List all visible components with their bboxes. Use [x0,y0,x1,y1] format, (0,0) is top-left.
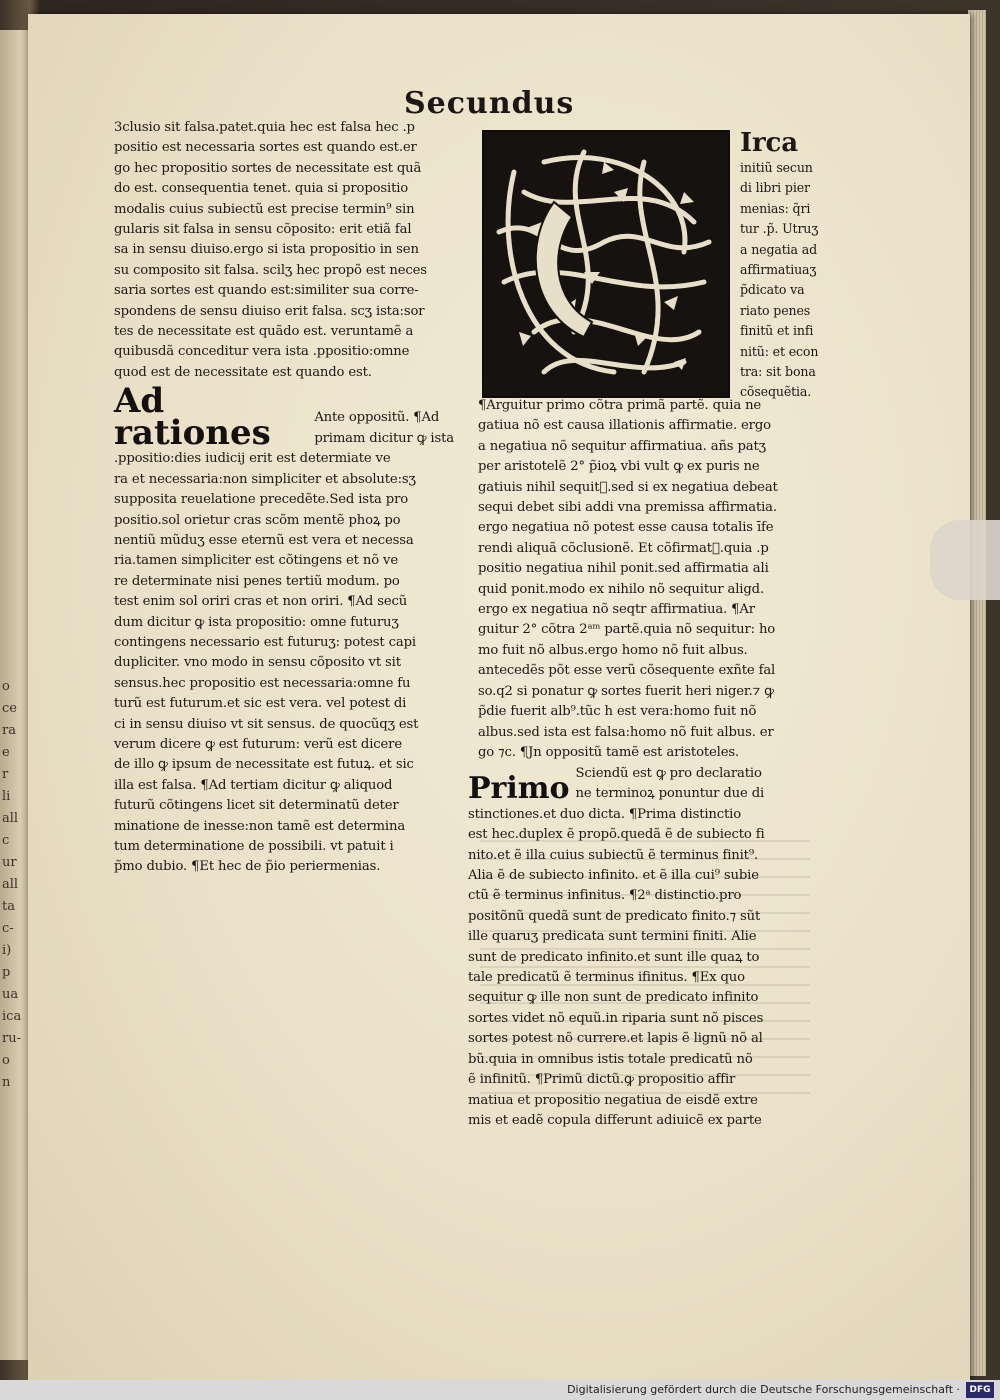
edge-text-fragment: c- [2,921,14,936]
text-line: a negatia ad [740,241,818,257]
text-line: gatiuis nihil sequit᷑.sed si ex negatiua debeat [478,479,778,495]
text-line: re determinate nisi penes tertiũ modum. po [114,573,400,589]
edge-text-fragment: i) [2,943,12,958]
text-line: spondens de sensu diuiso erit falsa. scʒ ista:sor [114,303,425,319]
text-line: quod est de necessitate est quando est. [114,364,372,380]
text-line: gatiua nõ est causa illationis affirmatie. ergo [478,418,771,434]
text-line: de illo ꝙ ipsum de necessitate est futuꝝ. et sic [114,757,414,773]
text-line: sortes videt nõ equũ.in riparia sunt nõ pisces [468,1010,764,1026]
text-line: gularis sit falsa in sensu cõposito: erit etiã fal [114,222,412,238]
text-line: ergo ex negatiua nõ seqtr affirmatiua. ¶Ar [478,602,755,618]
left-column-text-2 [114,449,454,878]
text-line: contingens necessario est futuruʒ: potest capi [114,634,416,650]
text-line: tum determinatione de possibili. vt patuit i [114,839,394,854]
ad-rationes-big: Ad rationes [114,381,271,454]
text-line: turũ est futurum.et sic est vera. vel potest di [114,696,407,712]
text-line: menias: q̃ri [740,200,811,216]
text-line: 3clusio sit falsa.patet.quia hec est falsa hec .p [114,120,415,135]
text-line: bũ.quia in omnibus istis totale predicatũ nõ [468,1051,753,1067]
text-line: minatione de inesse:non tamẽ est determina [114,818,406,834]
edge-text-fragment: ua [2,987,19,1002]
text-line: p̃dicato va [740,282,805,298]
text-line: finitũ et infi [740,323,814,339]
text-line: ẽ infinitũ. ¶Primũ dictũ.ꝙ propositio affir [468,1072,736,1088]
text-line: quibusdã conceditur vera ista .ppositio:omne [114,344,410,360]
text-line: di libri pier [740,180,810,196]
text-line: futurũ cõtingens licet sit determinatũ deter [114,798,399,814]
text-line: go hec propositio sortes de necessitate est quã [114,160,422,176]
edge-text-fragment: ra [2,723,16,738]
ad-rationes-side-line: Ante oppositũ. ¶Ad [314,410,440,426]
text-line: riato penes [740,302,811,318]
text-line: test enim sol oriri cras et non oriri. ¶Ad secũ [114,594,408,610]
text-line: nentiũ mũduʒ esse eternũ est vera et necessa [114,532,414,548]
dfg-logo: DFG [966,1382,994,1398]
text-line: sensus.hec propositio est necessaria:omne fu [114,675,411,691]
primo-heading [468,764,820,805]
text-line: dupliciter. vno modo in sensu cõposito vt sit [114,655,401,671]
edge-text-fragment: o [2,1053,10,1068]
text-line: nitũ: et econ [740,343,819,359]
text-line: do est. consequentia tenet. quia si propositio [114,181,409,197]
text-line: positio.sol orietur cras scõm mentẽ phoꝝ po [114,512,401,528]
ad-rationes-side [314,408,454,449]
text-line: tes de necessitate est quãdo est. veruntamẽ a [114,324,414,340]
text-line: ctũ ẽ terminus infinitus. ¶2ᵃ distinctio.pro [468,888,742,904]
edge-text-fragment: r [2,767,9,782]
primo-side-line: ne terminoꝝ ponuntur due di [575,786,765,802]
text-line: sequi debet sibi addi vna premissa affirmatia. [478,500,777,516]
edge-text-fragment: ta [2,899,15,914]
text-line: mo fuit nõ albus.ergo homo nõ fuit albus. [478,642,748,658]
text-line: matiua et propositio negatiua de eisdẽ extre [468,1092,758,1108]
text-line: tale predicatũ ẽ terminus ifinitus. ¶Ex quo [468,970,745,986]
credit-text: Digitalisierung gefördert durch die Deutsche Forschungsgemeinschaft · [567,1383,960,1396]
text-line: antecedẽs põt esse verũ cõsequente exñte fal [478,663,776,679]
text-line: .ppositio:dies iudicij erit est determiate ve [114,451,391,467]
edge-text-fragment: ur [2,855,17,870]
text-line: sequitur ꝙ ille non sunt de predicato infinito [468,990,759,1006]
text-line: ra et necessaria:non simpliciter et absolute:sʒ [114,471,416,487]
text-line: affirmatiuaʒ [740,262,817,278]
text-line: saria sortes est quando est:similiter sua corre- [114,283,419,299]
text-line: cõsequẽtia. [740,384,812,400]
text-line: Alia ẽ de subiecto infinito. et ẽ illa cui⁹ subie [468,868,759,884]
text-line: modalis cuius subiectũ est precise termin⁹ sin [114,201,415,217]
text-line: sortes potest nõ currere.et lapis ẽ lignũ nõ al [468,1031,763,1047]
edge-text-fragment: ce [2,701,17,716]
text-line: ¶Arguitur primo cõtra primã partẽ. quia ne [478,398,762,413]
text-line: stinctiones.et duo dicta. ¶Prima distinctio [468,806,742,822]
ad-rationes-heading [114,381,454,454]
text-line: dum dicitur ꝙ ista propositio: omne futuruʒ [114,614,399,630]
text-line: albus.sed ista est falsa:homo nõ fuit albus. er [478,724,774,740]
text-line: ille quaruʒ predicata sunt termini finiti. Alie [468,929,757,945]
digitization-credit [0,1380,1000,1400]
edge-text-fragment: e [2,745,10,760]
text-line: positio est necessaria sortes est quando est.er [114,140,417,156]
text-line: tur .p̃. Utruʒ [740,221,819,237]
ad-rationes-side-line: primam dicitur ꝙ ista [314,430,454,446]
text-line: illa est falsa. ¶Ad tertiam dicitur ꝙ aliquod [114,777,393,793]
primo-big: Primo [468,770,570,806]
text-line: rendi aliquã cõclusionẽ. Et cõfirmat᷑.quia .p [478,540,769,556]
text-line: positõnũ quedã sunt de predicato finito.⁊ sũt [468,908,761,924]
left-column-text-1 [114,118,454,383]
text-line: mis et eadẽ copula differunt adiuicẽ ex parte [468,1112,762,1128]
text-line: tra: sit bona [740,364,816,380]
show-through [480,840,810,1100]
text-line: p̃mo dubio. ¶Et hec de p̃io periermenias. [114,859,381,875]
right-column-arguments [478,396,818,763]
text-line: quid ponit.modo ex nihilo nõ sequitur aligd. [478,581,765,597]
text-line: guitur 2° cõtra 2ᵃᵐ partẽ.quia nõ sequitur: ho [478,622,776,638]
text-line: positio negatiua nihil ponit.sed affirmatia ali [478,561,769,577]
text-line: Irca [740,128,798,158]
decorated-initial [482,130,730,398]
text-line: so.q2 si ponatur ꝙ sortes fuerit heri niger.⁊ ꝙ [478,683,774,699]
page-clip [930,520,1000,600]
left-column [114,118,454,878]
right-column-beside-initial [740,128,828,403]
edge-text-fragment: all [2,877,19,892]
edge-text-fragment: li [2,789,11,804]
edge-text-fragment: c [2,833,10,848]
primo-side-line: Sciendũ est ꝙ pro declaratio [575,766,762,781]
text-line: sa in sensu diuiso.ergo si ista propositio in sen [114,242,419,258]
primo-side [576,764,765,805]
text-line: ergo negatiua nõ potest esse causa totalis īfe [478,520,774,536]
edge-text-fragment: p [2,965,11,980]
edge-text-fragment: all [2,811,19,826]
edge-text-fragment: n [2,1075,11,1090]
edge-text-fragment: ru- [2,1031,21,1046]
text-line: initiũ secun [740,160,813,175]
text-line: nito.et ẽ illa cuius subiectũ ẽ terminus finit⁹. [468,847,759,863]
text-line: est hec.duplex ẽ propõ.quedã ẽ de subiecto fi [468,827,765,843]
text-line: a negatiua nõ sequitur affirmatiua. añs patʒ [478,438,766,454]
page-stack-edge [968,10,986,1376]
text-line: per aristotelẽ 2° p̃ioꝝ vbi vult ꝙ ex puris ne [478,459,760,475]
text-line: verum dicere ꝙ est futurum: verũ est dicere [114,736,402,752]
text-line: ci in sensu diuiso vt sit sensus. de quocũqʒ est [114,716,419,732]
edge-text-fragment: ica [2,1009,22,1024]
running-head: Secundus [404,86,575,121]
initial-ornament-icon [484,132,724,392]
text-line: p̃die fuerit alb⁹.tũc h est vera:homo fuit nõ [478,704,757,720]
text-line: supposita reuelatione precedẽte.Sed ista pro [114,492,409,508]
text-line: ria.tamen simpliciter est cõtingens et nõ ve [114,553,398,569]
text-line: go ⁊c. ¶Jn oppositũ tamẽ est aristoteles. [478,744,740,760]
text-line: sunt de predicato infinito.et sunt ille quaꝝ to [468,949,760,965]
text-line: su composito sit falsa. scilʒ hec propõ est neces [114,262,427,278]
edge-text-fragment: o [2,679,10,694]
